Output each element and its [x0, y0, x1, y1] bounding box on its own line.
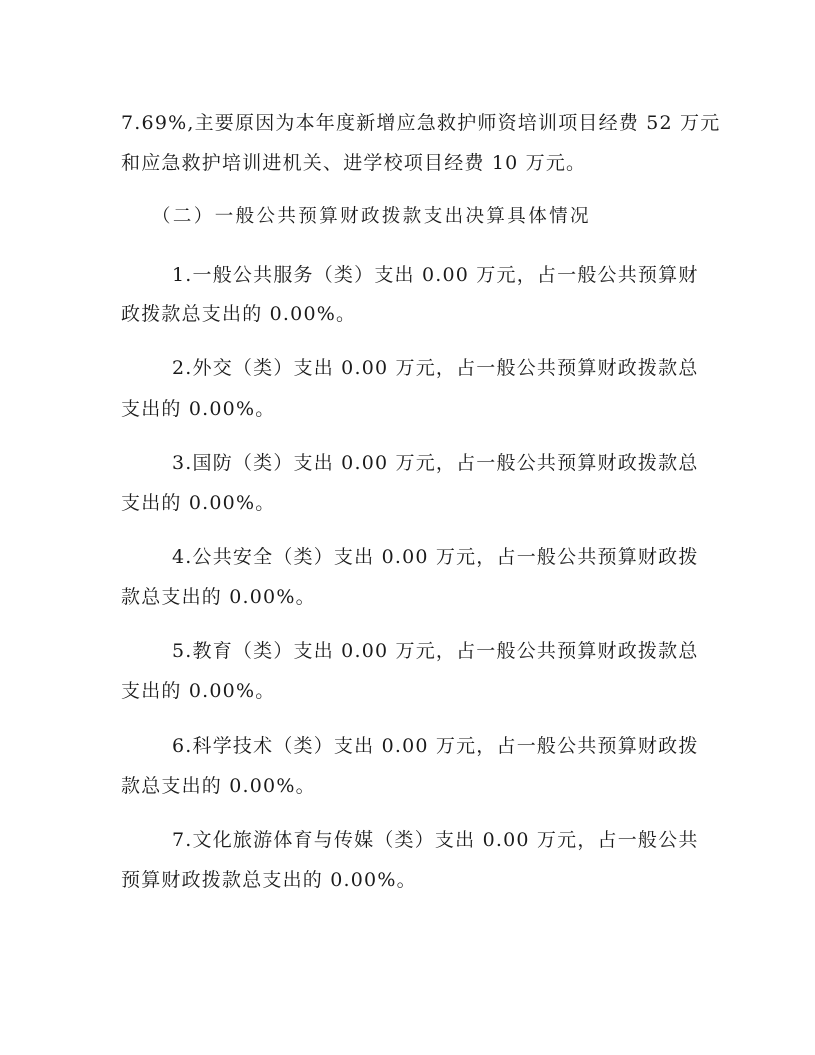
item-1-line-2: 政拨款总支出的 0.00%。: [121, 303, 357, 325]
item-1-line-1: 1.一般公共服务（类）支出 0.00 万元，占一般公共预算财: [172, 264, 699, 286]
item-6-line-1: 6.科学技术（类）支出 0.00 万元，占一般公共预算财政拨: [172, 735, 699, 757]
item-2-line-2: 支出的 0.00%。: [121, 398, 276, 420]
section-heading: （二）一般公共预算财政拨款支出决算具体情况: [152, 206, 591, 227]
item-4-line-2: 款总支出的 0.00%。: [121, 586, 316, 608]
item-6-line-2: 款总支出的 0.00%。: [121, 775, 316, 797]
item-7-line-2: 预算财政拨款总支出的 0.00%。: [121, 869, 417, 891]
item-5-line-1: 5.教育（类）支出 0.00 万元，占一般公共预算财政拨款总: [172, 640, 699, 662]
item-3-line-2: 支出的 0.00%。: [121, 492, 276, 514]
intro-line-2: 和应急救护培训进机关、进学校项目经费 10 万元。: [121, 152, 587, 174]
item-4-line-1: 4.公共安全（类）支出 0.00 万元，占一般公共预算财政拨: [172, 546, 699, 568]
intro-line-1: 7.69%,主要原因为本年度新增应急救护师资培训项目经费 52 万元: [121, 112, 721, 134]
item-2-line-1: 2.外交（类）支出 0.00 万元，占一般公共预算财政拨款总: [172, 357, 699, 379]
item-7-line-1: 7.文化旅游体育与传媒（类）支出 0.00 万元，占一般公共: [172, 829, 699, 851]
item-5-line-2: 支出的 0.00%。: [121, 680, 276, 702]
item-3-line-1: 3.国防（类）支出 0.00 万元，占一般公共预算财政拨款总: [172, 452, 699, 474]
